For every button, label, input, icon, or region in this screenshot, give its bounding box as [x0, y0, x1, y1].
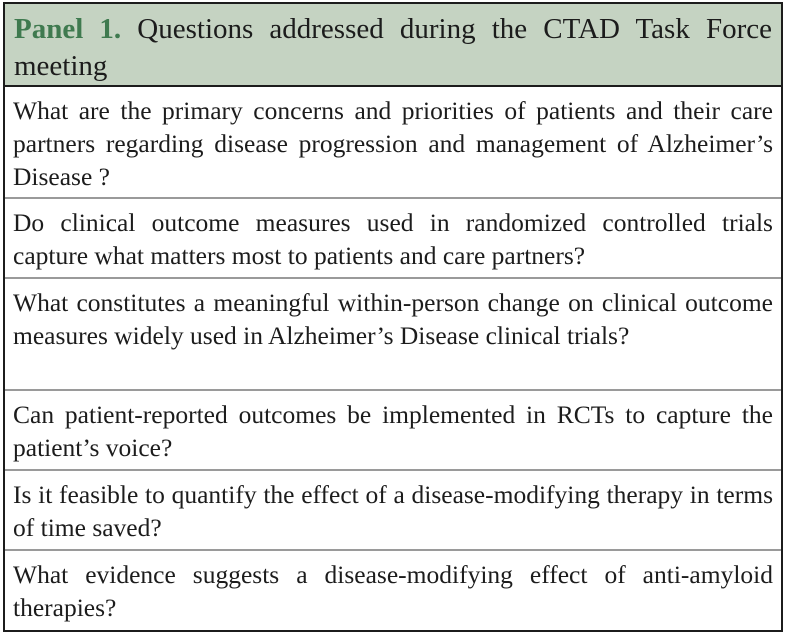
question-row: What evidence suggests a disease-modifying effect of anti-amyloid therapies?: [13, 560, 773, 622]
question-row: Is it feasible to quantify the effect of a disease-modifying therapy in terms of time saved?: [5, 471, 781, 551]
questions-panel: [3, 2, 783, 632]
question-row: What are the primary concerns and priorities of patients and their care partners regarding disease progression and management of Alzheimer’s Disease ?: [5, 87, 781, 199]
question-row: Do clinical outcome measures used in randomized controlled trials capture what matters most to patients and care partners?: [5, 199, 781, 279]
panel-title: Questions addressed during the CTAD Task Force meeting: [14, 13, 772, 82]
panel-header: [5, 4, 781, 87]
panel-label: Panel 1.: [14, 13, 122, 45]
question-row: Can patient-reported outcomes be implemented in RCTs to capture the patient’s voice?: [5, 391, 781, 471]
question-row: What constitutes a meaningful within-person change on clinical outcome measures widely used in Alzheimer’s Disease clinical trials?: [5, 279, 781, 391]
